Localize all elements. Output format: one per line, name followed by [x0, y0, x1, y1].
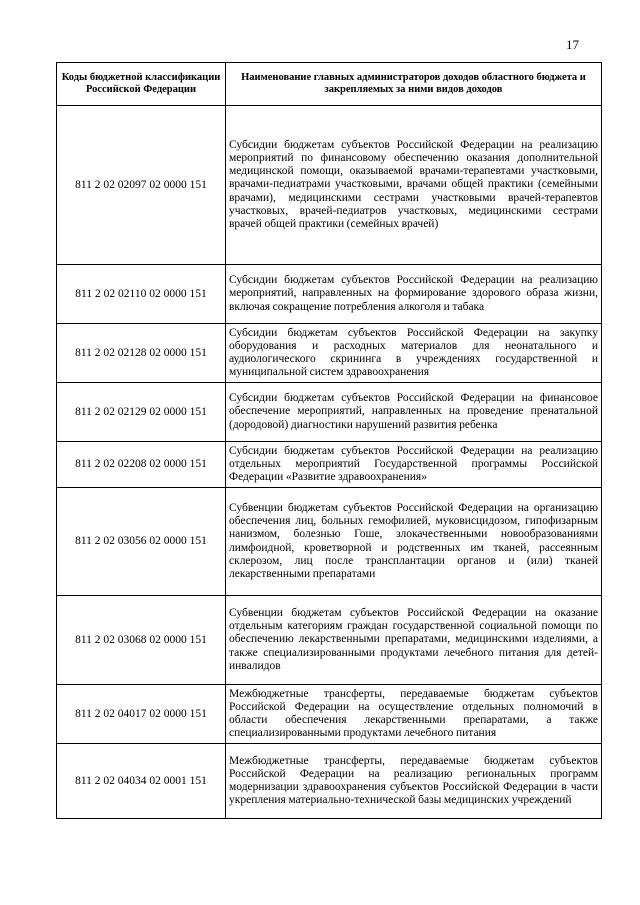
income-description-cell: Субсидии бюджетам субъектов Российской Федерации на реализацию мероприятий по финансовому обеспечению оказания дополнительной медицинской помощи, оказываемой врачами-терапевтами участковыми, врачами-педиатрами участковыми, врачами общей практики (семейными врачами), медицинскими сестрами участковыми врачей-терапевтов участковых, врачей-педиатров участковых, медицинскими сестрами врачей общей практики (семейных врачей) [226, 106, 602, 265]
income-description-cell: Субсидии бюджетам субъектов Российской Федерации на реализацию мероприятий, направленных на формирование здорового образа жизни, включая сокращение потребления алкоголя и табака [226, 265, 602, 324]
budget-code-cell: 811 2 02 04017 02 0000 151 [57, 685, 226, 744]
budget-code-cell: 811 2 02 02097 02 0000 151 [57, 106, 226, 265]
table-row [57, 488, 602, 596]
table-row [57, 106, 602, 265]
income-description-cell: Межбюджетные трансферты, передаваемые бюджетам субъектов Российской Федерации на осуществление отдельных полномочий в области обеспечения лекарственными препаратами, а также специализированными продуктами лечебного питания [226, 685, 602, 744]
income-description-cell: Субсидии бюджетам субъектов Российской Федерации на реализацию отдельных мероприятий Государственной программы Российской Федерации «Развитие здравоохранения» [226, 442, 602, 488]
budget-code-cell: 811 2 02 03056 02 0000 151 [57, 488, 226, 596]
page-number: 17 [566, 37, 579, 52]
table-row [57, 685, 602, 744]
budget-code-cell: 811 2 02 04034 02 0001 151 [57, 744, 226, 819]
income-description-cell: Межбюджетные трансферты, передаваемые бюджетам субъектов Российской Федерации на реализацию региональных программ модернизации здравоохранения субъектов Российской Федерации в части укрепления материально-технической базы медицинских учреждений [226, 744, 602, 819]
budget-code-cell: 811 2 02 02208 02 0000 151 [57, 442, 226, 488]
table-row [57, 383, 602, 442]
income-description-cell: Субсидии бюджетам субъектов Российской Федерации на закупку оборудования и расходных материалов для неонатального и аудиологического скрининга в учреждениях государственной и муниципальной систем здравоохранения [226, 324, 602, 383]
income-description-cell: Субвенции бюджетам субъектов Российской Федерации на организацию обеспечения лиц, больных гемофилией, муковисцидозом, гипофизарным нанизмом, болезнью Гоше, злокачественными новообразованиями лимфоидной, кроветворной и родственных им тканей, рассеянным склерозом, лиц после трансплантации органов и (или) тканей лекарственными препаратами [226, 488, 602, 596]
header-name: Наименование главных администраторов доходов областного бюджета и закрепляемых за ними видов доходов [226, 63, 602, 106]
budget-code-cell: 811 2 02 02129 02 0000 151 [57, 383, 226, 442]
income-description-cell: Субвенции бюджетам субъектов Российской Федерации на оказание отдельным категориям граждан государственной социальной помощи по обеспечению лекарственными препаратами, медицинскими изделиями, а также специализированными продуктами лечебного питания для детей-инвалидов [226, 596, 602, 685]
budget-codes-table [56, 62, 602, 819]
table-row [57, 744, 602, 819]
income-description-cell: Субсидии бюджетам субъектов Российской Федерации на финансовое обеспечение мероприятий, направленных на проведение пренатальной (дородовой) диагностики нарушений развития ребенка [226, 383, 602, 442]
table-row [57, 596, 602, 685]
table-row [57, 442, 602, 488]
budget-code-cell: 811 2 02 03068 02 0000 151 [57, 596, 226, 685]
budget-code-cell: 811 2 02 02128 02 0000 151 [57, 324, 226, 383]
table-row [57, 324, 602, 383]
budget-code-cell: 811 2 02 02110 02 0000 151 [57, 265, 226, 324]
table-row [57, 265, 602, 324]
header-code: Коды бюджетной классификации Российской Федерации [57, 63, 226, 106]
table-header-row [57, 63, 602, 106]
